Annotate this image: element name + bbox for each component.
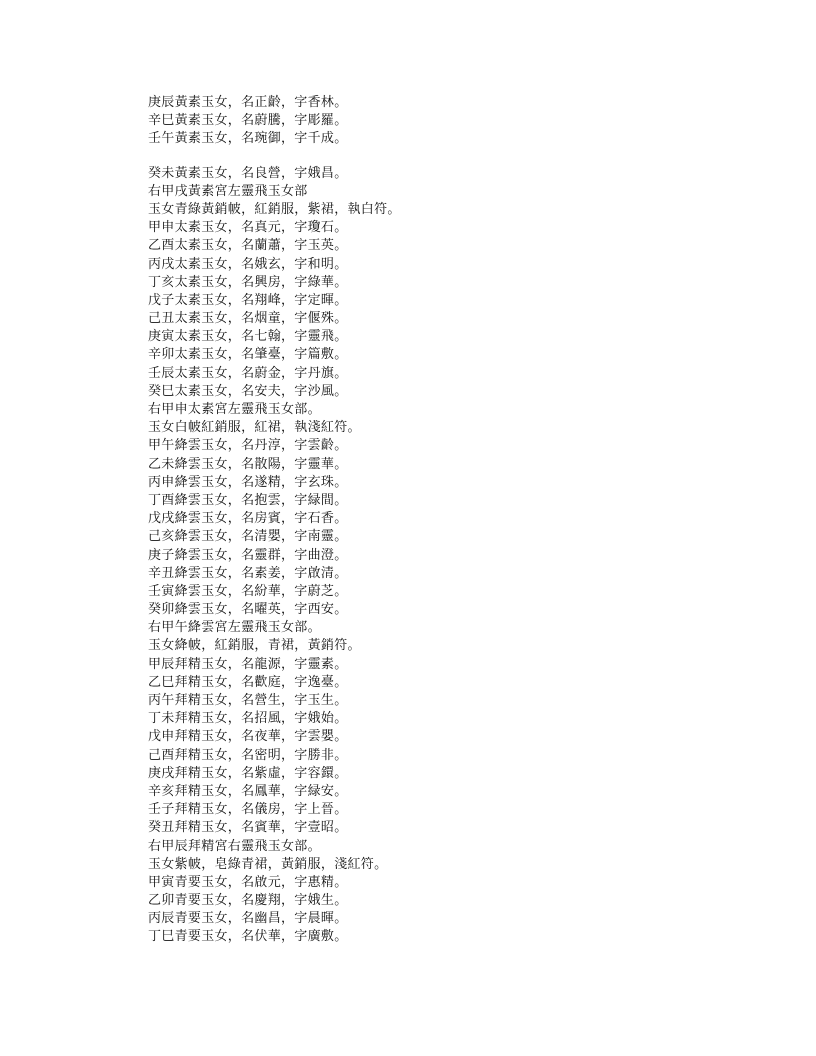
text-line: 戊申拜精玉女，名夜華，字雲嬰。	[148, 729, 348, 745]
text-line: 庚子絳雲玉女，名靈群，字曲澄。	[148, 547, 348, 563]
text-line: 乙酉太素玉女，名蘭蕭，字玉英。	[148, 238, 348, 254]
text-line: 癸卯絳雲玉女，名曜英，字西安。	[148, 602, 348, 618]
document-page	[148, 94, 788, 947]
text-line: 辛丑絳雲玉女，名素姜，字啟清。	[148, 565, 348, 581]
text-line: 辛亥拜精玉女，名鳳華，字緑安。	[148, 783, 348, 799]
entry-group-top	[148, 94, 788, 149]
text-line: 丙午拜精玉女，名營生，字玉生。	[148, 693, 348, 708]
text-line: 戊戌絳雲玉女，名房賓，字石香。	[148, 511, 348, 527]
attire-line: 玉女青綠黃銷帔，紅銷服，紫裙，執白符。	[148, 201, 401, 217]
section-footer-line: 右甲午絳雲宮左靈飛玉女部。	[148, 620, 321, 636]
text-line: 壬子拜精玉女，名儀房，字上晉。	[148, 802, 348, 818]
text-line: 丁酉絳雲玉女，名抱雲，字緑間。	[148, 492, 348, 508]
text-line: 甲申太素玉女，名真元，字瓊石。	[148, 220, 348, 236]
text-line: 癸巳太素玉女，名安夫，字沙風。	[148, 383, 348, 399]
text-line: 辛卯太素玉女，名肇臺，字篇敷。	[148, 347, 348, 363]
text-line: 丙戌太素玉女，名娥玄，字和明。	[148, 256, 348, 272]
attire-line: 玉女絳帔，紅銷服，青裙，黃銷符。	[148, 638, 361, 654]
text-line: 丁未拜精玉女，名招風，字娥始。	[148, 711, 348, 727]
text-line: 丙辰青要玉女，名幽昌，字晨暉。	[148, 911, 348, 927]
text-line: 己丑太素玉女，名烟童，字偃殊。	[148, 311, 348, 327]
section-footer-line: 右甲辰拜精宮右靈飛玉女部。	[148, 838, 321, 854]
text-line: 壬寅絳雲玉女，名紛華，字蔚芝。	[148, 583, 348, 599]
text-line: 乙卯青要玉女，名慶翔，字娥生。	[148, 893, 348, 909]
text-line: 丙申絳雲玉女，名遂精，字玄珠。	[148, 474, 348, 490]
text-line: 壬午黃素玉女，名琬御，字千成。	[148, 131, 348, 147]
text-line: 丁巳青要玉女，名伏華，字廣敷。	[148, 929, 348, 945]
section-footer-line: 右甲戌黃素宮左靈飛玉女部	[148, 183, 308, 199]
entry-group-main	[148, 165, 788, 947]
text-line: 庚戌拜精玉女，名紫虛，字容鐶。	[148, 765, 348, 781]
text-line: 乙未絳雲玉女，名散陽，字靈華。	[148, 456, 348, 472]
text-line: 甲午絳雲玉女，名丹淳，字雲齡。	[148, 438, 348, 454]
text-line: 庚辰黃素玉女，名正齡，字香林。	[148, 95, 348, 110]
text-line: 己亥絳雲玉女，名清嬰，字南靈。	[148, 529, 348, 545]
text-line: 壬辰太素玉女，名蔚金，字丹旗。	[148, 365, 348, 381]
attire-line: 玉女紫帔，皂綠青裙，黃銷服，淺紅符。	[148, 856, 388, 872]
attire-line: 玉女白帔紅銷服，紅裙，執淺紅符。	[148, 420, 361, 436]
text-line: 辛巳黃素玉女，名蔚騰，字彫羅。	[148, 113, 348, 129]
text-line: 癸丑拜精玉女，名賓華，字壹昭。	[148, 820, 348, 836]
text-line: 庚寅太素玉女，名七翰，字靈飛。	[148, 329, 348, 345]
text-line: 甲辰拜精玉女，名龍源，字靈素。	[148, 656, 348, 672]
text-line: 己酉拜精玉女，名密明，字勝非。	[148, 747, 348, 763]
text-line: 丁亥太素玉女，名興房，字綠華。	[148, 274, 348, 290]
text-line: 甲寅青要玉女，名啟元，字惠精。	[148, 874, 348, 890]
paragraph-gap	[148, 149, 788, 165]
text-line: 癸未黃素玉女，名良營，字娥昌。	[148, 165, 348, 181]
section-footer-line: 右甲申太素宮左靈飛玉女部。	[148, 402, 321, 417]
text-line: 戊子太素玉女，名翔峰，字定暉。	[148, 292, 348, 308]
text-line: 乙巳拜精玉女，名歡庭，字逸臺。	[148, 674, 348, 690]
